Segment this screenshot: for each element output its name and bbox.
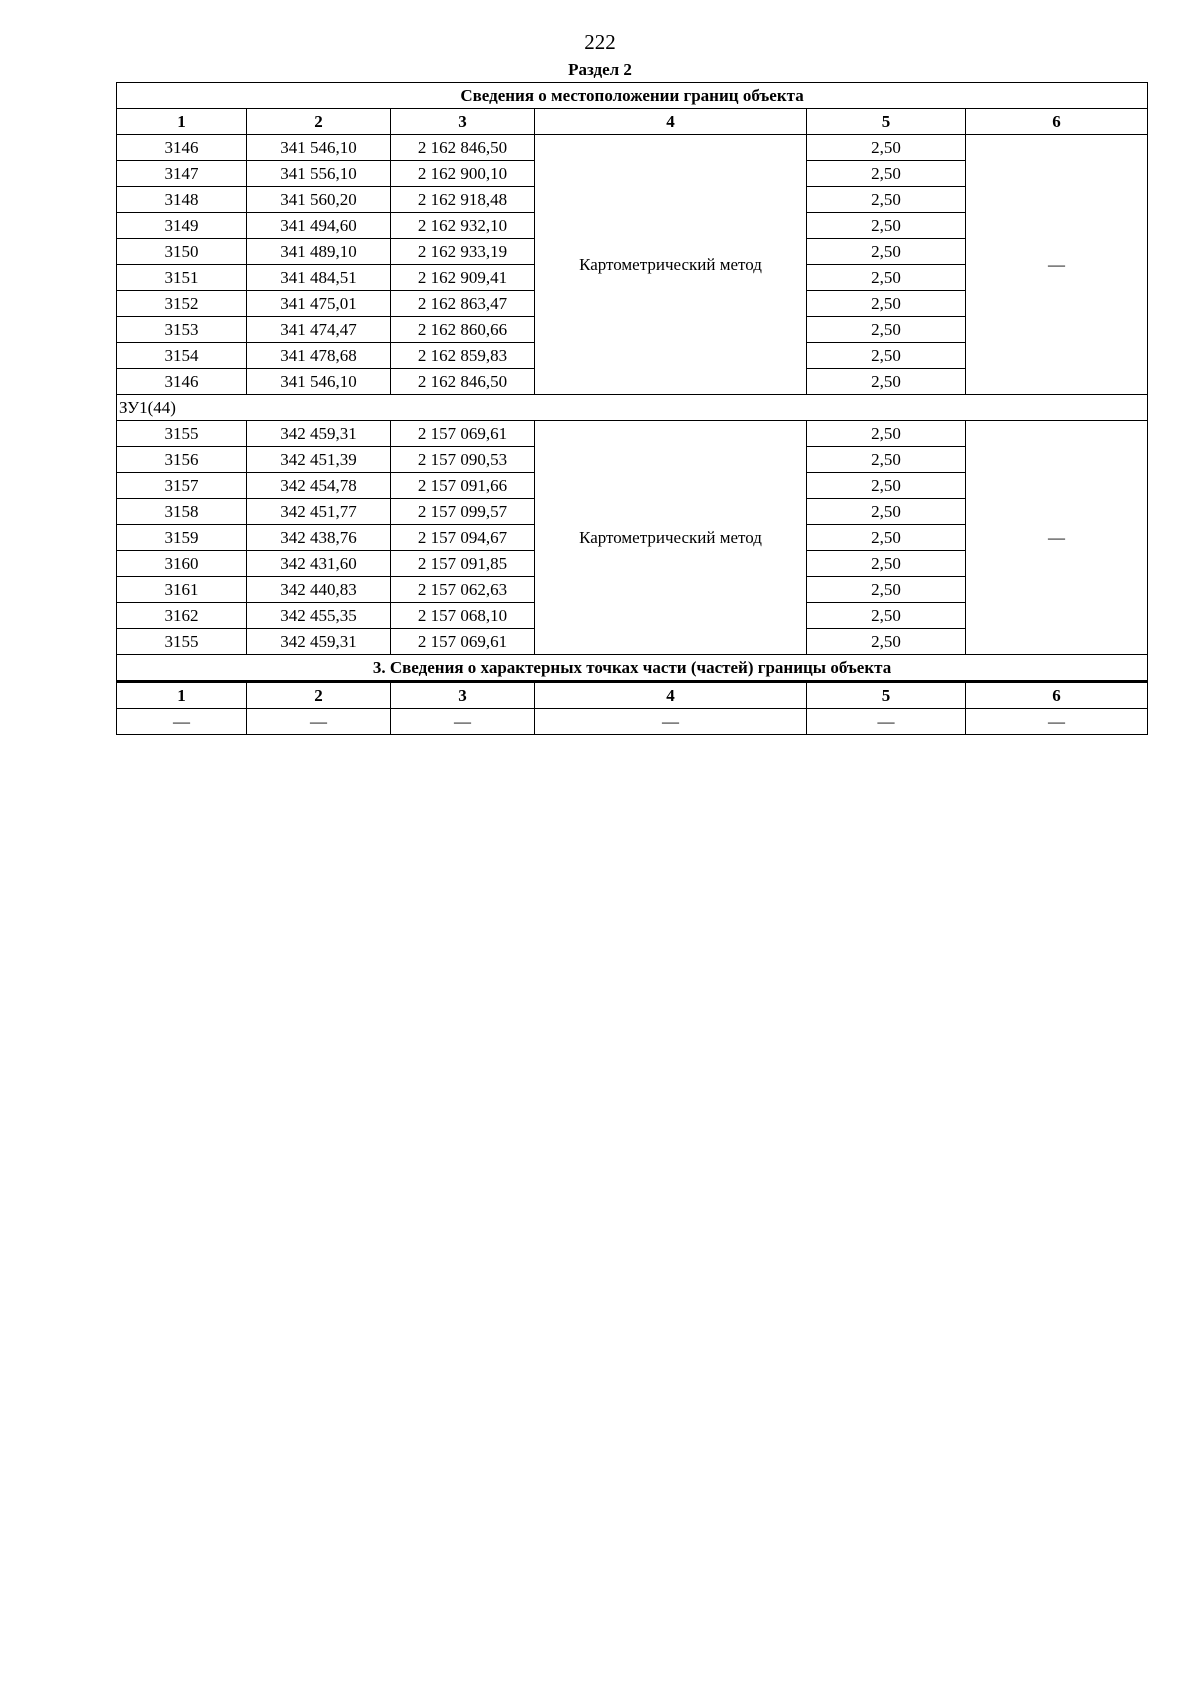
y-coordinate-cell: 2 157 062,63: [391, 577, 535, 603]
point-number-cell: 3162: [117, 603, 247, 629]
empty-value-cell: —: [807, 709, 966, 735]
accuracy-cell: 2,50: [807, 161, 966, 187]
point-number-cell: 3158: [117, 499, 247, 525]
column-header: 2: [247, 682, 391, 709]
table-row: [117, 709, 1148, 735]
page-number: 222: [584, 30, 616, 54]
accuracy-cell: 2,50: [807, 447, 966, 473]
empty-value-cell: —: [391, 709, 535, 735]
accuracy-cell: 2,50: [807, 603, 966, 629]
x-coordinate-cell: 341 494,60: [247, 213, 391, 239]
accuracy-cell: 2,50: [807, 499, 966, 525]
y-coordinate-cell: 2 157 090,53: [391, 447, 535, 473]
accuracy-cell: 2,50: [807, 317, 966, 343]
column-header: 5: [807, 109, 966, 135]
table-title: Сведения о местоположении границ объекта: [117, 83, 1148, 109]
column-header: 3: [391, 682, 535, 709]
point-number-cell: 3152: [117, 291, 247, 317]
description-cell: —: [966, 421, 1148, 655]
x-coordinate-cell: 342 451,77: [247, 499, 391, 525]
table-row: [117, 421, 1148, 447]
accuracy-cell: 2,50: [807, 577, 966, 603]
y-coordinate-cell: 2 162 900,10: [391, 161, 535, 187]
y-coordinate-cell: 2 162 909,41: [391, 265, 535, 291]
empty-value-cell: —: [535, 709, 807, 735]
accuracy-cell: 2,50: [807, 343, 966, 369]
y-coordinate-cell: 2 157 069,61: [391, 421, 535, 447]
table2-column-header-row: [117, 682, 1148, 709]
y-coordinate-cell: 2 162 932,10: [391, 213, 535, 239]
x-coordinate-cell: 341 546,10: [247, 369, 391, 395]
x-coordinate-cell: 341 484,51: [247, 265, 391, 291]
column-header: 2: [247, 109, 391, 135]
point-number-cell: 3150: [117, 239, 247, 265]
y-coordinate-cell: 2 162 918,48: [391, 187, 535, 213]
x-coordinate-cell: 342 455,35: [247, 603, 391, 629]
column-header-row: [117, 109, 1148, 135]
point-number-cell: 3146: [117, 369, 247, 395]
x-coordinate-cell: 341 556,10: [247, 161, 391, 187]
point-number-cell: 3156: [117, 447, 247, 473]
point-number-cell: 3159: [117, 525, 247, 551]
x-coordinate-cell: 342 438,76: [247, 525, 391, 551]
parcel-label: ЗУ1(44): [117, 395, 1148, 421]
point-number-cell: 3155: [117, 421, 247, 447]
y-coordinate-cell: 2 157 099,57: [391, 499, 535, 525]
empty-value-cell: —: [247, 709, 391, 735]
x-coordinate-cell: 341 475,01: [247, 291, 391, 317]
method-cell: Картометрический метод: [535, 135, 807, 395]
point-number-cell: 3146: [117, 135, 247, 161]
column-header: 1: [117, 109, 247, 135]
y-coordinate-cell: 2 157 069,61: [391, 629, 535, 655]
accuracy-cell: 2,50: [807, 525, 966, 551]
table-title-row: [117, 83, 1148, 109]
point-number-cell: 3149: [117, 213, 247, 239]
accuracy-cell: 2,50: [807, 187, 966, 213]
description-cell: —: [966, 135, 1148, 395]
accuracy-cell: 2,50: [807, 629, 966, 655]
parcel-label-row: [117, 395, 1148, 421]
method-cell: Картометрический метод: [535, 421, 807, 655]
table-row: [117, 135, 1148, 161]
accuracy-cell: 2,50: [807, 135, 966, 161]
y-coordinate-cell: 2 162 846,50: [391, 369, 535, 395]
boundary-table: [116, 82, 1148, 735]
accuracy-cell: 2,50: [807, 291, 966, 317]
x-coordinate-cell: 341 478,68: [247, 343, 391, 369]
accuracy-cell: 2,50: [807, 239, 966, 265]
y-coordinate-cell: 2 162 860,66: [391, 317, 535, 343]
column-header: 4: [535, 682, 807, 709]
column-header: 6: [966, 682, 1148, 709]
empty-value-cell: —: [117, 709, 247, 735]
column-header: 4: [535, 109, 807, 135]
accuracy-cell: 2,50: [807, 213, 966, 239]
accuracy-cell: 2,50: [807, 369, 966, 395]
x-coordinate-cell: 342 451,39: [247, 447, 391, 473]
y-coordinate-cell: 2 157 091,85: [391, 551, 535, 577]
point-number-cell: 3155: [117, 629, 247, 655]
x-coordinate-cell: 341 560,20: [247, 187, 391, 213]
point-number-cell: 3148: [117, 187, 247, 213]
point-number-cell: 3154: [117, 343, 247, 369]
x-coordinate-cell: 342 459,31: [247, 421, 391, 447]
x-coordinate-cell: 342 454,78: [247, 473, 391, 499]
column-header: 3: [391, 109, 535, 135]
point-number-cell: 3161: [117, 577, 247, 603]
y-coordinate-cell: 2 162 863,47: [391, 291, 535, 317]
table2-title: 3. Сведения о характерных точках части (частей) границы объекта: [117, 655, 1148, 682]
point-number-cell: 3160: [117, 551, 247, 577]
point-number-cell: 3153: [117, 317, 247, 343]
x-coordinate-cell: 342 459,31: [247, 629, 391, 655]
empty-value-cell: —: [966, 709, 1148, 735]
column-header: 5: [807, 682, 966, 709]
y-coordinate-cell: 2 157 068,10: [391, 603, 535, 629]
x-coordinate-cell: 342 440,83: [247, 577, 391, 603]
x-coordinate-cell: 341 489,10: [247, 239, 391, 265]
x-coordinate-cell: 341 546,10: [247, 135, 391, 161]
table2-title-row: [117, 655, 1148, 682]
accuracy-cell: 2,50: [807, 551, 966, 577]
x-coordinate-cell: 341 474,47: [247, 317, 391, 343]
accuracy-cell: 2,50: [807, 421, 966, 447]
x-coordinate-cell: 342 431,60: [247, 551, 391, 577]
column-header: 6: [966, 109, 1148, 135]
y-coordinate-cell: 2 162 859,83: [391, 343, 535, 369]
point-number-cell: 3151: [117, 265, 247, 291]
accuracy-cell: 2,50: [807, 473, 966, 499]
y-coordinate-cell: 2 162 933,19: [391, 239, 535, 265]
y-coordinate-cell: 2 162 846,50: [391, 135, 535, 161]
y-coordinate-cell: 2 157 091,66: [391, 473, 535, 499]
column-header: 1: [117, 682, 247, 709]
point-number-cell: 3147: [117, 161, 247, 187]
point-number-cell: 3157: [117, 473, 247, 499]
y-coordinate-cell: 2 157 094,67: [391, 525, 535, 551]
section-title: Раздел 2: [568, 60, 632, 79]
accuracy-cell: 2,50: [807, 265, 966, 291]
